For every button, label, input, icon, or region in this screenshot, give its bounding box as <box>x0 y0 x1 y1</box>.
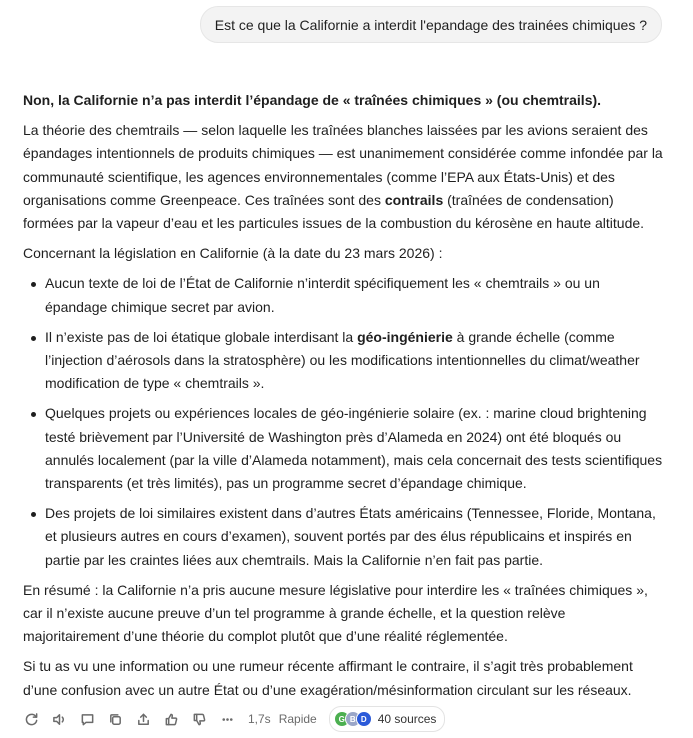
thumbs-up-icon <box>164 712 179 727</box>
copy-button[interactable] <box>102 706 128 732</box>
share-button[interactable] <box>130 706 156 732</box>
read-aloud-button[interactable] <box>46 706 72 732</box>
answer-paragraph-1: La théorie des chemtrails — selon laquelle les traînées blanches laissées par les avions seraient des épandages intentionnels de produits chimiques — est unanimement considérée comme infondée par la communauté scientifique, les agences environnementales (comme l’EPA aux États-Unis) et des organisations comme Greenpeace. Ces traînées sont des contrails (traînées de condensation) formées par la vapeur d’eau et les particules issues de la combustion du kérosène en haute altitude. <box>23 122 663 232</box>
comment-icon <box>80 712 95 727</box>
answer-title: Non, la Californie n’a pas interdit l’épandage de « traînées chimiques » (ou chemtrails). <box>23 92 602 108</box>
assistant-answer <box>23 89 663 709</box>
answer-paragraph-2: Concernant la législation en Californie (à la date du 23 mars 2026) : <box>23 245 443 262</box>
answer-paragraph-4: Si tu as vu une information ou une rumeur récente affirmant le contraire, il s’agit très probablement d’une confusion avec un autre État ou d’une exagération/mésinformation circulant sur les réseaux. <box>23 658 633 698</box>
list-item: Des projets de loi similaires existent dans d’autres États américains (Tennessee, Floride, Montana, et plusieurs autres en cours d’examen), souvent portés par des élus républicains et inspirés en partie par les craintes liées aux chemtrails. Mais la Californie n’en fait pas partie. <box>23 502 663 572</box>
source-favicon-icon: B <box>345 711 361 727</box>
user-message-bubble <box>200 6 662 43</box>
source-favicon-icon: D <box>356 711 372 727</box>
thumbs-up-button[interactable] <box>158 706 184 732</box>
answer-bullet-list <box>23 272 663 571</box>
sources-button[interactable] <box>329 706 446 732</box>
response-time: 1,7s <box>248 712 271 726</box>
source-favicons <box>334 711 372 727</box>
list-item: Aucun texte de loi de l’État de Californie n’interdit spécifiquement les « chemtrails » ou un épandage chimique secret par avion. <box>23 272 663 318</box>
response-mode: Rapide <box>278 712 317 726</box>
user-message-text: Est ce que la Californie a interdit l'epandage des trainées chimiques ? <box>214 16 647 33</box>
comment-button[interactable] <box>74 706 100 732</box>
thumbs-down-icon <box>192 712 207 727</box>
share-icon <box>136 712 151 727</box>
copy-icon <box>108 712 123 727</box>
thumbs-down-button[interactable] <box>186 706 212 732</box>
answer-paragraph-3: En résumé : la Californie n’a pris aucune mesure législative pour interdire les « traînées chimiques », car il n’existe aucune preuve d’un tel programme à grande échelle, et la question relève majoritairement d’une théorie du complot plutôt que d’une réalité réglementée. <box>23 581 648 645</box>
sources-count-label: 40 sources <box>377 712 437 726</box>
more-icon <box>220 712 235 727</box>
regenerate-button[interactable] <box>18 706 44 732</box>
list-item: Il n’existe pas de loi étatique globale interdisant la géo-ingénierie à grande échelle (comme l’injection d’aérosols dans la stratosphère) ou les modifications intentionnelles du climat/weather modification de type « chemtrails ». <box>23 326 663 396</box>
read-aloud-icon <box>52 712 67 727</box>
message-actions-toolbar <box>18 706 445 732</box>
list-item: Quelques projets ou expériences locales de géo-ingénierie solaire (ex. : marine cloud brightening testé brièvement par l’Université de Washington près d’Alameda en 2024) ont été bloqués ou annulés localement (par la ville d’Alameda notamment), mais cela concernait des tests scientifiques transparents (et très limités), pas un programme secret d’épandage chimique. <box>23 402 663 495</box>
regenerate-icon <box>24 712 39 727</box>
source-favicon-icon: G <box>334 711 350 727</box>
more-options-button[interactable] <box>214 706 240 732</box>
